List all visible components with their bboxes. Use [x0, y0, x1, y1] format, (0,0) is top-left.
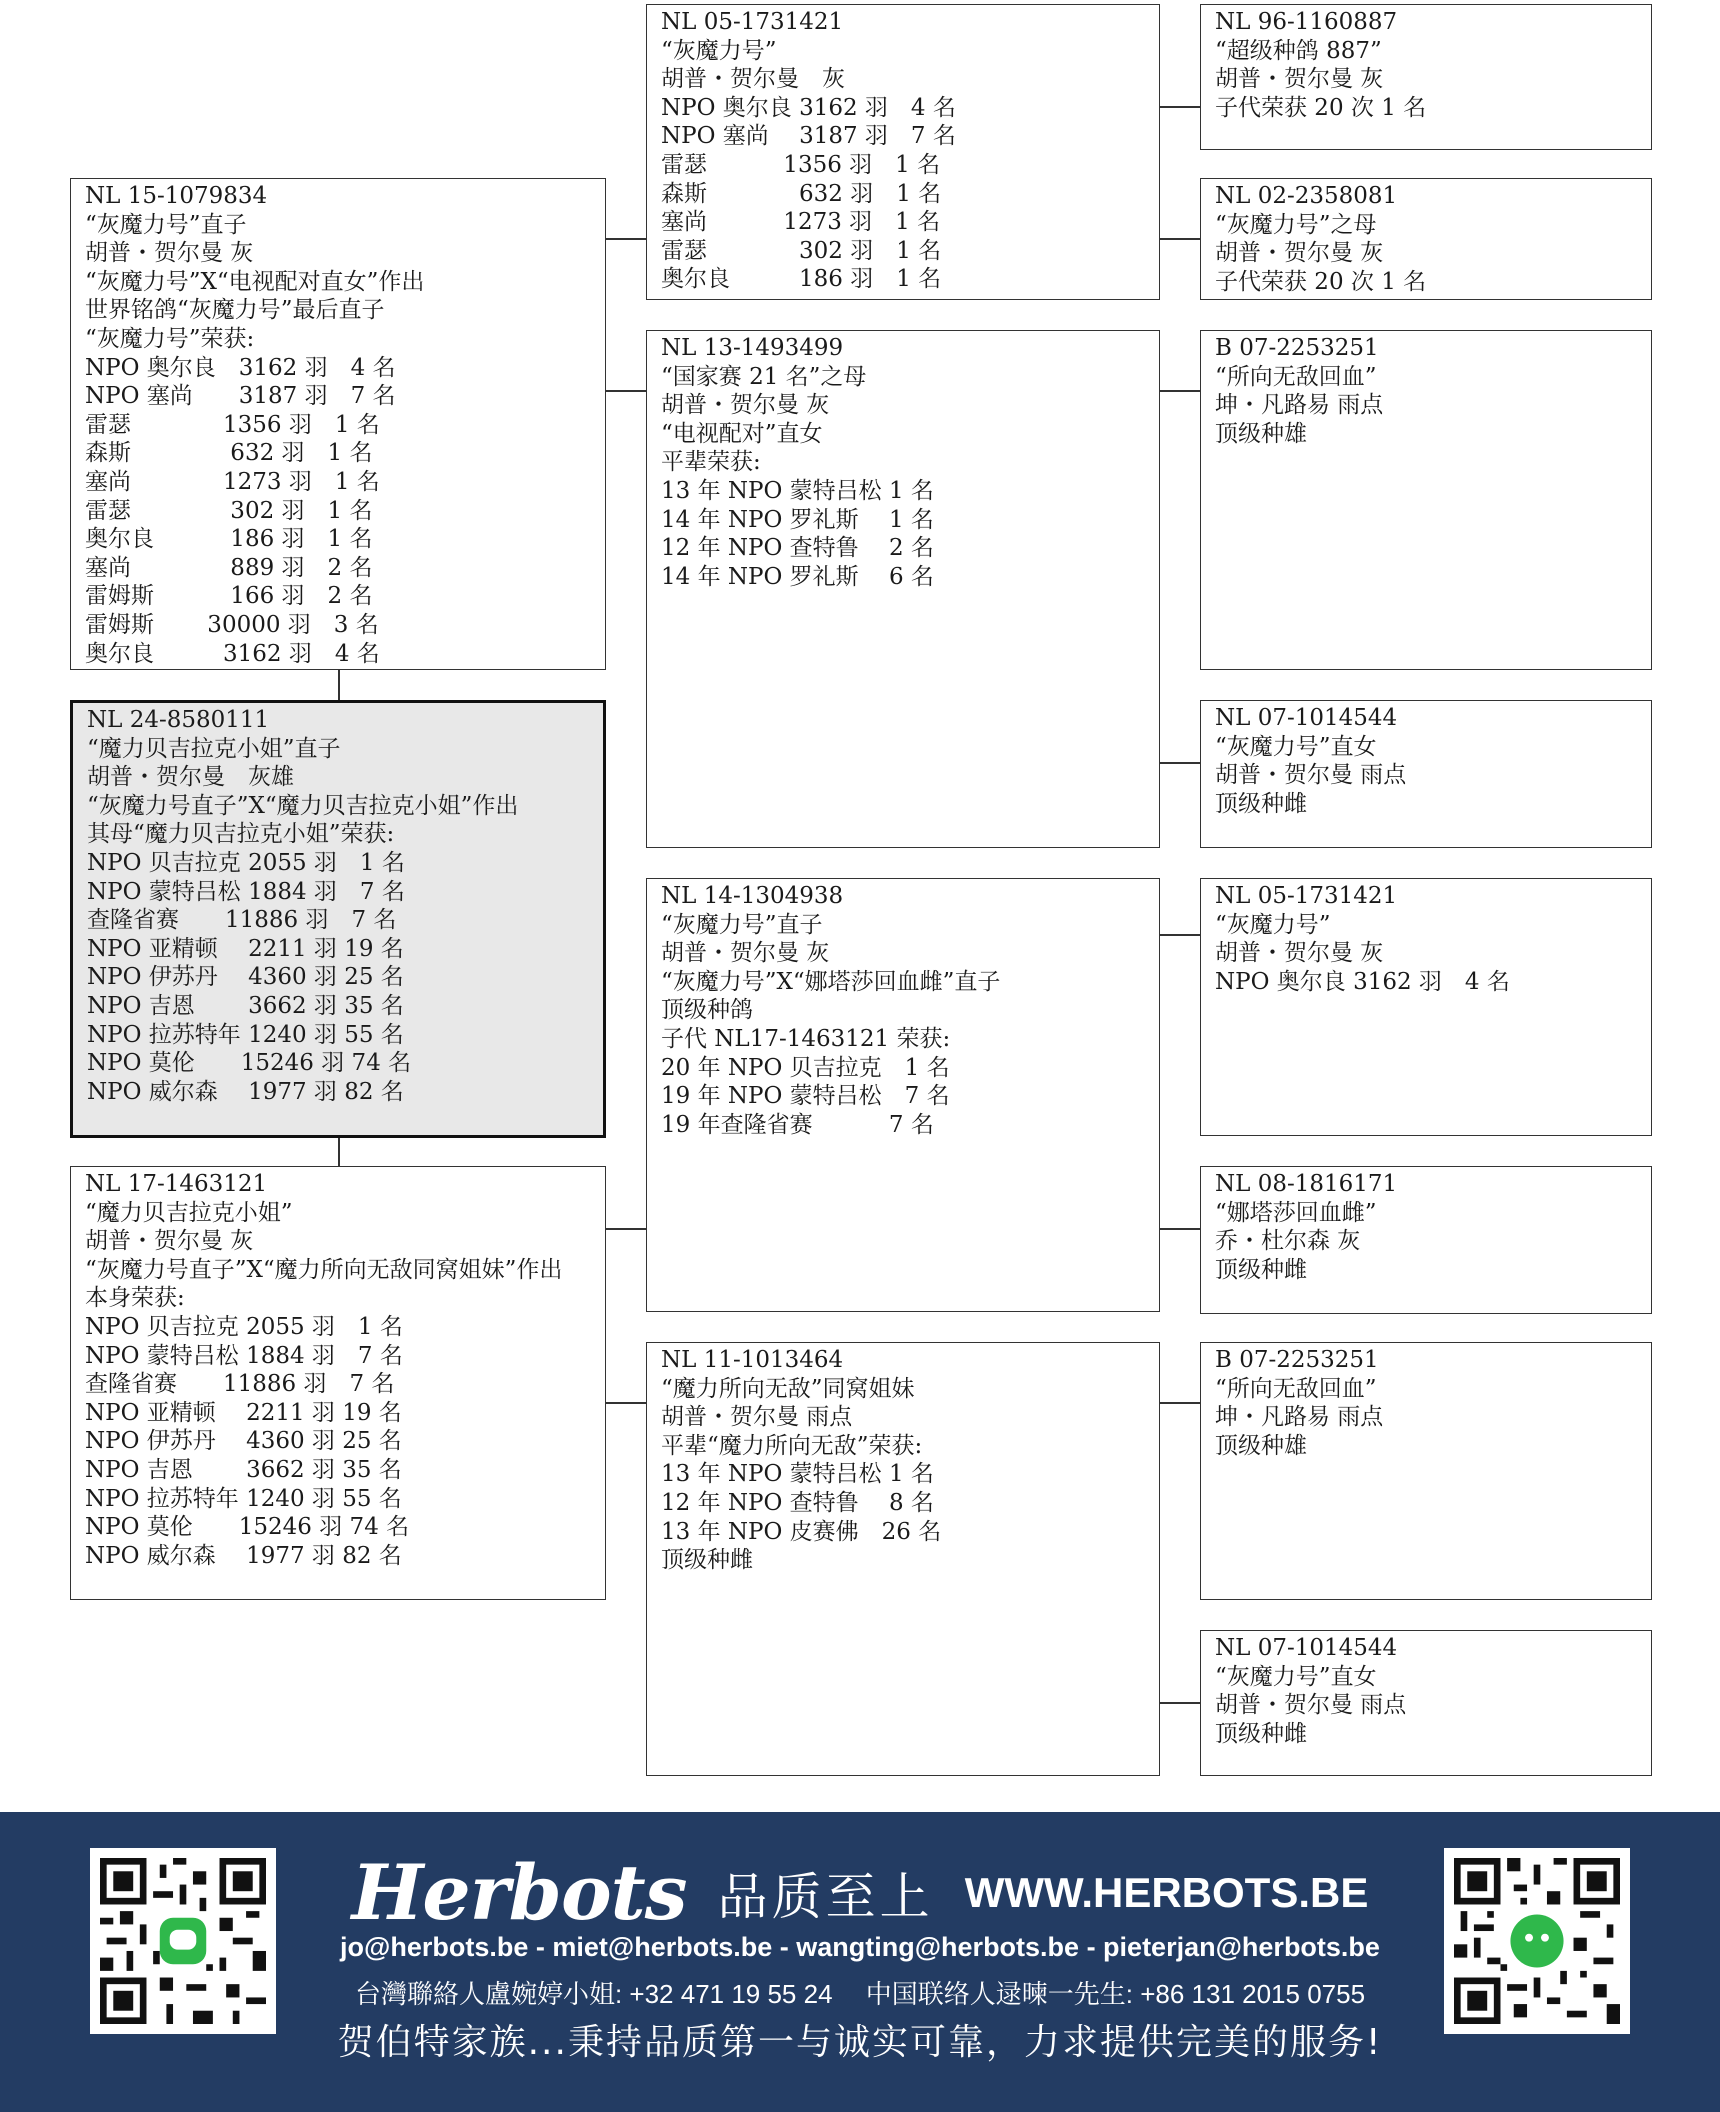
ring-number: NL 17-1463121: [85, 1171, 268, 1197]
dam-dam-box: [646, 1342, 1160, 1776]
pedigree-line: “灰魔力号直子”X“魔力贝吉拉克小姐”作出: [87, 792, 519, 819]
pedigree-line: “灰魔力号”直女: [1215, 733, 1377, 760]
pedigree-line: NPO 蒙特吕松 1884 羽 7 名: [85, 1342, 403, 1369]
pedigree-line: 12 年 NPO 查特鲁 2 名: [661, 535, 934, 562]
pedigree-line: 奥尔良 186 羽 1 名: [661, 266, 942, 293]
pedigree-line: 平辈“魔力所向无敌”荣获:: [661, 1432, 923, 1459]
pedigree-line: 顶级种雌: [1215, 1256, 1307, 1283]
pedigree-line: “所向无敌回血”: [1215, 363, 1377, 390]
pedigree-line: 奥尔良 186 羽 1 名: [85, 526, 373, 553]
ring-number: NL 15-1079834: [85, 183, 268, 209]
pedigree-line: 塞尚 889 羽 2 名: [85, 554, 373, 581]
ring-number: NL 96-1160887: [1215, 9, 1398, 35]
pedigree-line: 塞尚 1273 羽 1 名: [85, 468, 380, 495]
pedigree-line: NPO 贝吉拉克 2055 羽 1 名: [85, 1313, 403, 1340]
pedigree-line: NPO 蒙特吕松 1884 羽 7 名: [87, 878, 405, 905]
dsd-box: [1200, 1166, 1652, 1314]
sire-sire-box: [646, 4, 1160, 300]
company-tagline: 贺伯特家族...秉持品质第一与诚实可靠，力求提供完美的服务!: [337, 2022, 1383, 2063]
contact-emails[interactable]: jo@herbots.be - miet@herbots.be - wangting@herbots.be - pieterjan@herbots.be: [340, 1932, 1380, 1962]
pedigree-line: 查隆省赛 11886 羽 7 名: [85, 1371, 395, 1398]
pedigree-line: NPO 吉恩 3662 羽 35 名: [85, 1456, 402, 1483]
pedigree-line: NPO 莫伦 15246 羽 74 名: [85, 1514, 410, 1541]
ring-number: NL 05-1731421: [1215, 883, 1398, 909]
pedigree-line: 14 年 NPO 罗礼斯 6 名: [661, 563, 934, 590]
brand-slogan: 品质至上: [717, 1867, 934, 1926]
pedigree-line: “国家赛 21 名”之母: [661, 363, 867, 390]
pedigree-line: “娜塔莎回血雌”: [1215, 1199, 1377, 1226]
ring-number: NL 07-1014544: [1215, 1635, 1398, 1661]
pedigree-line: “灰魔力号”直子: [661, 911, 823, 938]
pedigree-line: 胡普・贺尔曼 灰: [661, 392, 830, 419]
connector: [338, 1136, 340, 1168]
sire-box: [70, 178, 606, 670]
pedigree-line: 胡普・贺尔曼 灰: [661, 66, 845, 93]
website-link[interactable]: WWW.HERBOTS.BE: [964, 1868, 1369, 1916]
pedigree-line: 胡普・贺尔曼 雨点: [1215, 1692, 1407, 1719]
pedigree-line: “灰魔力号”荣获:: [85, 325, 255, 352]
pedigree-line: 顶级种雄: [1215, 420, 1307, 447]
connector: [604, 1228, 646, 1230]
pedigree-line: 查隆省赛 11886 羽 7 名: [87, 907, 397, 934]
pedigree-line: 顶级种雌: [1215, 1720, 1307, 1747]
pedigree-line: “魔力贝吉拉克小姐”直子: [87, 735, 341, 762]
pedigree-line: 12 年 NPO 查特鲁 8 名: [661, 1489, 934, 1516]
pedigree-line: 胡普・贺尔曼 雨点: [661, 1404, 853, 1431]
contact-phones: 台灣聯絡人盧婉婷小姐: +32 471 19 55 24 中国联络人逯暕一先生: +86 131 2015 0755: [354, 1979, 1366, 2009]
pedigree-line: 胡普・贺尔曼 灰: [85, 240, 254, 267]
pedigree-line: NPO 奥尔良 3162 羽 4 名: [661, 94, 956, 121]
ring-number: B 07-2253251: [1215, 335, 1379, 361]
pedigree-line: 顶级种鸽: [661, 997, 753, 1024]
pedigree-line: 坤・凡路易 雨点: [1215, 392, 1384, 419]
ring-number: NL 13-1493499: [661, 335, 844, 361]
pedigree-line: 13 年 NPO 蒙特吕松 1 名: [661, 1461, 934, 1488]
pedigree-line: NPO 亚精顿 2211 羽 19 名: [87, 935, 404, 962]
pedigree-line: 胡普・贺尔曼 雨点: [1215, 762, 1407, 789]
pedigree-line: 雷瑟 302 羽 1 名: [661, 237, 942, 264]
pedigree-line: NPO 拉苏特年 1240 羽 55 名: [85, 1485, 402, 1512]
pedigree-line: 雷姆斯 166 羽 2 名: [85, 583, 373, 610]
connector: [604, 238, 646, 240]
pedigree-line: NPO 莫伦 15246 羽 74 名: [87, 1050, 412, 1077]
pedigree-line: 19 年 NPO 蒙特吕松 7 名: [661, 1083, 950, 1110]
ring-number: NL 24-8580111: [87, 707, 270, 733]
subject-pigeon-box: [70, 700, 606, 1138]
ring-number: NL 05-1731421: [661, 9, 844, 35]
dam-box: [70, 1166, 606, 1600]
pedigree-line: 胡普・贺尔曼 灰: [1215, 940, 1384, 967]
connector: [1158, 1702, 1200, 1704]
pedigree-line: 19 年查隆省赛 7 名: [661, 1111, 934, 1138]
ring-number: NL 07-1014544: [1215, 705, 1398, 731]
pedigree-line: 雷瑟 302 羽 1 名: [85, 497, 373, 524]
pedigree-line: 子代 NL17-1463121 荣获:: [661, 1025, 951, 1052]
pedigree-line: NPO 奥尔良 3162 羽 4 名: [1215, 968, 1510, 995]
pedigree-line: 胡普・贺尔曼 灰: [661, 940, 830, 967]
pedigree-line: 森斯 632 羽 1 名: [85, 440, 373, 467]
pedigree-line: NPO 伊苏丹 4360 羽 25 名: [87, 964, 404, 991]
ring-number: NL 08-1816171: [1215, 1171, 1398, 1197]
pedigree-line: “魔力贝吉拉克小姐”: [85, 1199, 293, 1226]
pedigree-line: NPO 威尔森 1977 羽 82 名: [85, 1542, 402, 1569]
pedigree-line: “电视配对”直女: [661, 420, 823, 447]
connector: [1158, 934, 1200, 936]
pedigree-line: “灰魔力号”直子: [85, 211, 247, 238]
pedigree-line: NPO 拉苏特年 1240 羽 55 名: [87, 1021, 404, 1048]
pedigree-line: NPO 亚精顿 2211 羽 19 名: [85, 1399, 402, 1426]
pedigree-line: “灰魔力号”: [661, 37, 777, 64]
dss-box: [1200, 878, 1652, 1136]
pedigree-line: 胡普・贺尔曼 灰: [1215, 66, 1384, 93]
pedigree-line: “魔力所向无敌”同窝姐妹: [661, 1375, 915, 1402]
pedigree-line: 20 年 NPO 贝吉拉克 1 名: [661, 1054, 950, 1081]
herbots-logo: Herbots: [351, 1848, 687, 1937]
sds-box: [1200, 330, 1652, 670]
pedigree-line: 奥尔良 3162 羽 4 名: [85, 640, 380, 667]
connector: [604, 1402, 646, 1404]
pedigree-line: 雷瑟 1356 羽 1 名: [85, 411, 380, 438]
pedigree-line: “灰魔力号”: [1215, 911, 1331, 938]
sss-box: [1200, 4, 1652, 150]
pedigree-line: 胡普・贺尔曼 灰雄: [87, 764, 294, 791]
pedigree-line: 其母“魔力贝吉拉克小姐”荣获:: [87, 821, 395, 848]
pedigree-line: 世界铭鸽“灰魔力号”最后直子: [85, 297, 385, 324]
pedigree-line: NPO 贝吉拉克 2055 羽 1 名: [87, 849, 405, 876]
pedigree-line: “超级种鸽 887”: [1215, 37, 1382, 64]
dds-box: [1200, 1342, 1652, 1600]
connector: [1158, 238, 1200, 240]
pedigree-line: “灰魔力号”直女: [1215, 1663, 1377, 1690]
ring-number: NL 02-2358081: [1215, 183, 1398, 209]
ring-number: NL 14-1304938: [661, 883, 844, 909]
pedigree-line: 顶级种雌: [1215, 790, 1307, 817]
pedigree-line: 顶级种雄: [1215, 1432, 1307, 1459]
pedigree-line: “灰魔力号直子”X“魔力所向无敌同窝姐妹”作出: [85, 1256, 563, 1283]
pedigree-line: 本身荣获:: [85, 1285, 185, 1312]
pedigree-line: NPO 塞尚 3187 羽 7 名: [661, 123, 956, 150]
pedigree-line: 顶级种雌: [661, 1547, 753, 1574]
pedigree-line: “灰魔力号”X“娜塔莎回血雌”直子: [661, 968, 1001, 995]
connector: [1158, 390, 1200, 392]
ring-number: NL 11-1013464: [661, 1347, 844, 1373]
pedigree-line: 森斯 632 羽 1 名: [661, 180, 942, 207]
pedigree-line: NPO 吉恩 3662 羽 35 名: [87, 992, 404, 1019]
ssd-box: [1200, 178, 1652, 300]
pedigree-line: 13 年 NPO 皮赛佛 26 名: [661, 1518, 942, 1545]
brand-row: [0, 1848, 1720, 1937]
ddd-box: [1200, 1630, 1652, 1776]
pedigree-line: 乔・杜尔森 灰: [1215, 1228, 1361, 1255]
pedigree-line: 子代荣获 20 次 1 名: [1215, 94, 1427, 121]
pedigree-line: 胡普・贺尔曼 灰: [85, 1228, 254, 1255]
connector: [1158, 762, 1200, 764]
pedigree-line: NPO 伊苏丹 4360 羽 25 名: [85, 1428, 402, 1455]
pedigree-line: NPO 奥尔良 3162 羽 4 名: [85, 354, 396, 381]
pedigree-line: 雷姆斯 30000 羽 3 名: [85, 611, 379, 638]
pedigree-line: 13 年 NPO 蒙特吕松 1 名: [661, 477, 934, 504]
connector: [1158, 1402, 1200, 1404]
pedigree-line: “灰魔力号”X“电视配对直女”作出: [85, 268, 425, 295]
sire-dam-box: [646, 330, 1160, 848]
pedigree-line: 平辈荣获:: [661, 449, 761, 476]
connector: [1158, 1228, 1200, 1230]
dam-sire-box: [646, 878, 1160, 1312]
pedigree-line: 坤・凡路易 雨点: [1215, 1404, 1384, 1431]
pedigree-line: “灰魔力号”之母: [1215, 211, 1377, 238]
pedigree-line: NPO 塞尚 3187 羽 7 名: [85, 383, 396, 410]
pedigree-line: 雷瑟 1356 羽 1 名: [661, 151, 941, 178]
pedigree-line: 子代荣获 20 次 1 名: [1215, 268, 1427, 295]
pedigree-line: “所向无敌回血”: [1215, 1375, 1377, 1402]
pedigree-line: 胡普・贺尔曼 灰: [1215, 240, 1384, 267]
pedigree-line: NPO 威尔森 1977 羽 82 名: [87, 1078, 404, 1105]
ring-number: B 07-2253251: [1215, 1347, 1379, 1373]
pedigree-line: 14 年 NPO 罗礼斯 1 名: [661, 506, 934, 533]
connector: [338, 668, 340, 700]
sdd-box: [1200, 700, 1652, 848]
connector: [1158, 106, 1200, 108]
connector: [604, 390, 646, 392]
pedigree-line: 塞尚 1273 羽 1 名: [661, 209, 941, 236]
